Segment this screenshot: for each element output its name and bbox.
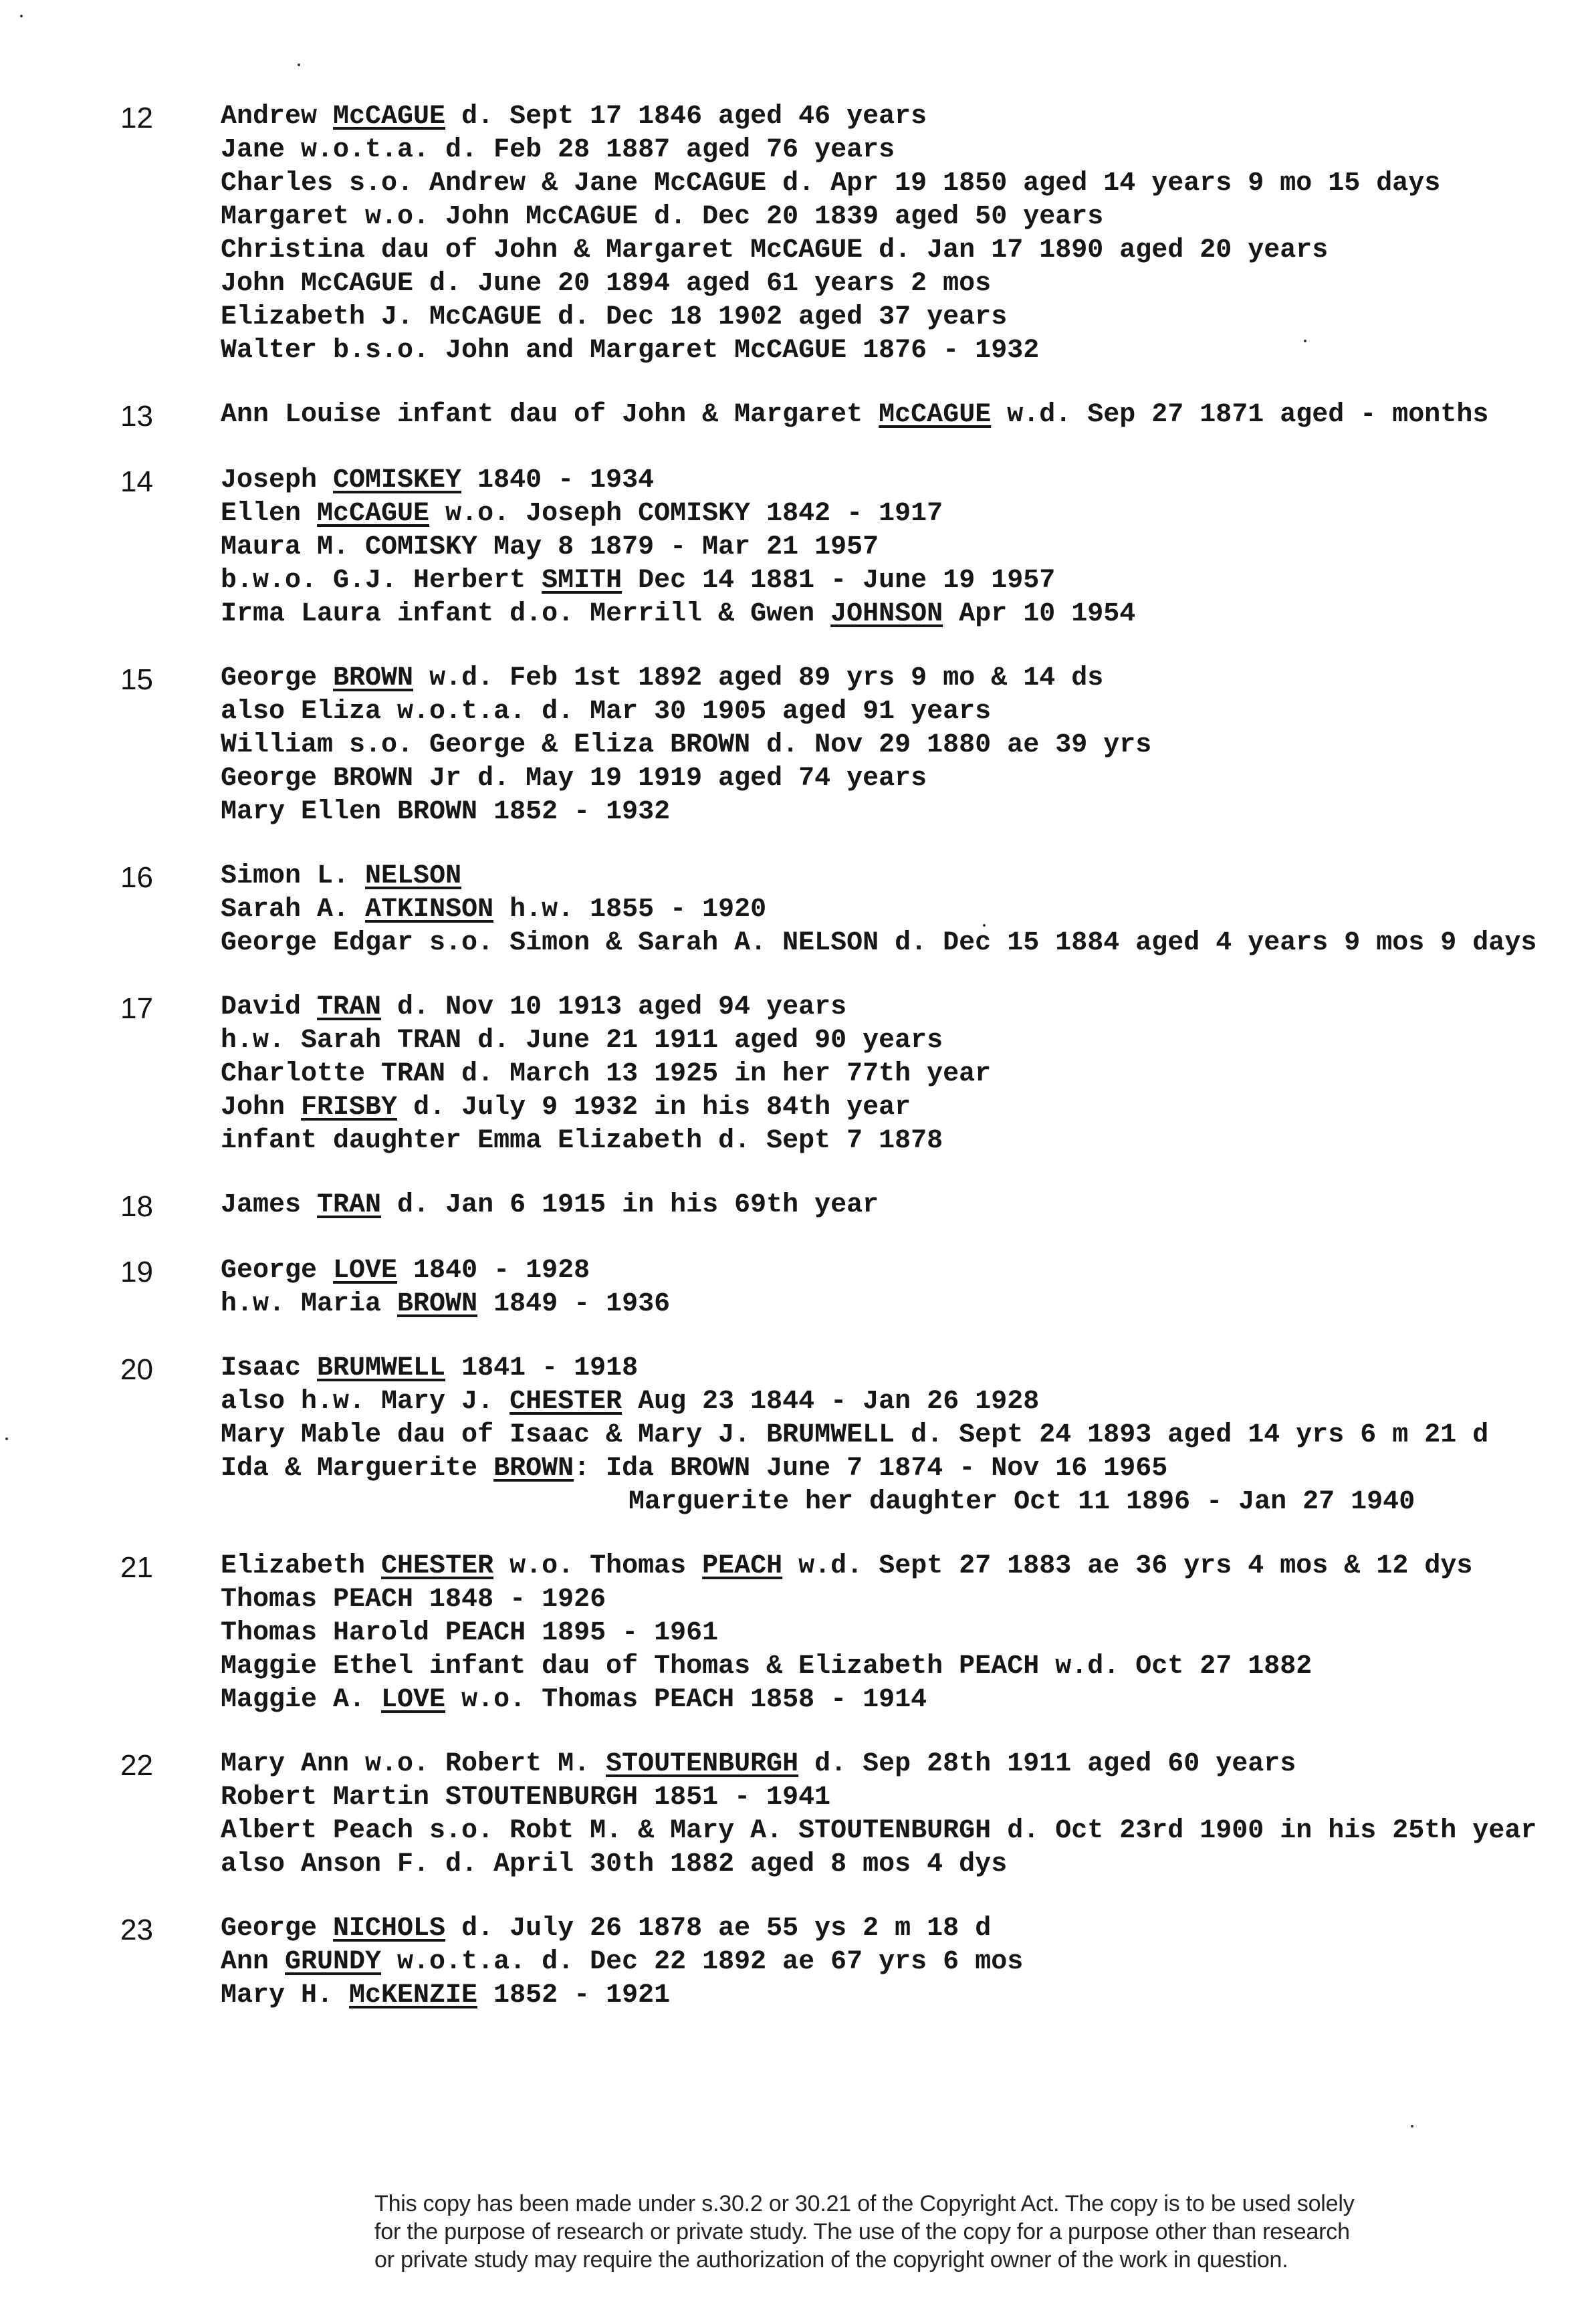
record-line	[221, 1781, 1558, 1815]
record-line	[221, 1125, 1558, 1158]
plot-number: 19	[120, 1256, 153, 1288]
surname-underlined: NELSON	[365, 861, 462, 891]
record-entry	[120, 1550, 1558, 1717]
record-line	[221, 762, 1558, 796]
record-line	[221, 1815, 1558, 1848]
record-text: Albert Peach s.o. Robt M. & Mary A. STOUTENBURGH d. Oct 23rd 1900 in his 25th year	[221, 1816, 1537, 1846]
record-line	[221, 398, 1558, 432]
copyright-notice-line: for the purpose of research or private study. The use of the copy for a purpose other than research	[374, 2219, 1350, 2245]
record-lines	[221, 464, 1558, 631]
surname-underlined: SMITH	[542, 566, 622, 596]
record-line	[221, 893, 1558, 927]
record-text: George	[221, 1914, 334, 1944]
record-text: Dec 14 1881 - June 19 1957	[622, 566, 1056, 596]
record-line	[221, 531, 1558, 564]
record-text: James	[221, 1190, 318, 1220]
record-text: : Ida BROWN June 7 1874 - Nov 16 1965	[574, 1454, 1168, 1484]
record-lines	[221, 662, 1558, 829]
record-text: also h.w. Mary J.	[221, 1387, 510, 1417]
surname-underlined: JOHNSON	[830, 599, 943, 629]
record-lines	[221, 1352, 1558, 1519]
record-text: William s.o. George & Eliza BROWN d. Nov 29 1880 ae 39 yrs	[221, 730, 1152, 760]
record-entry	[120, 991, 1558, 1158]
surname-underlined: McCAGUE	[879, 400, 992, 430]
record-text: Irma Laura infant d.o. Merrill & Gwen	[221, 599, 831, 629]
surname-underlined: McCAGUE	[317, 499, 430, 529]
record-text: Thomas Harold PEACH 1895 - 1961	[221, 1618, 719, 1648]
record-line	[221, 860, 1558, 893]
record-text: h.w. Maria	[221, 1289, 398, 1319]
plot-number: 21	[120, 1551, 153, 1584]
record-text: Ellen	[221, 499, 318, 529]
record-line	[221, 1486, 1558, 1519]
record-line	[221, 1254, 1558, 1288]
surname-underlined: TRAN	[317, 1190, 382, 1220]
record-text: Apr 10 1954	[943, 599, 1136, 629]
record-line	[221, 1617, 1558, 1650]
record-text: infant daughter Emma Elizabeth d. Sept 7 1878	[221, 1126, 943, 1156]
surname-underlined: McKENZIE	[349, 1980, 478, 2010]
record-text: d. Jan 6 1915 in his 69th year	[381, 1190, 879, 1220]
record-text: Ann Louise infant dau of John & Margaret	[221, 400, 879, 430]
surname-underlined: LOVE	[333, 1256, 398, 1286]
record-text: d. July 9 1932 in his 84th year	[397, 1092, 911, 1123]
record-entry	[120, 1912, 1558, 2012]
record-line	[221, 1189, 1558, 1222]
record-text: Joseph	[221, 465, 334, 495]
record-text: Ann	[221, 1947, 286, 1977]
record-line	[221, 1452, 1558, 1486]
scan-speck	[5, 1437, 8, 1440]
record-line	[221, 301, 1558, 334]
record-line	[221, 1550, 1558, 1583]
record-line	[221, 1058, 1558, 1091]
copyright-notice-line: or private study may require the authorization of the copyright owner of the work in question.	[374, 2247, 1288, 2273]
record-lines	[221, 1189, 1558, 1222]
copyright-notice	[374, 2190, 1591, 2274]
surname-underlined: BROWN	[397, 1289, 478, 1319]
record-entry	[120, 1254, 1558, 1321]
record-line	[221, 1650, 1558, 1684]
record-entry	[120, 1352, 1558, 1519]
record-line	[221, 134, 1558, 167]
record-entry	[120, 1748, 1558, 1881]
record-line	[221, 695, 1558, 729]
record-text: Thomas PEACH 1848 - 1926	[221, 1585, 606, 1615]
record-line	[221, 167, 1558, 201]
record-text: David	[221, 992, 318, 1022]
record-text: b.w.o. G.J. Herbert	[221, 566, 542, 596]
record-text: d. July 26 1878 ae 55 ys 2 m 18 d	[445, 1914, 992, 1944]
record-line	[221, 1024, 1558, 1058]
record-text: John McCAGUE d. June 20 1894 aged 61 years 2 mos	[221, 269, 992, 299]
record-text: h.w. Sarah TRAN d. June 21 1911 aged 90 years	[221, 1026, 943, 1056]
scan-speck	[20, 15, 23, 17]
record-text: Ida & Marguerite	[221, 1454, 494, 1484]
surname-underlined: STOUTENBURGH	[606, 1749, 799, 1779]
record-line	[221, 598, 1558, 631]
record-entry	[120, 464, 1558, 631]
record-lines	[221, 100, 1558, 368]
record-text: Christina dau of John & Margaret McCAGUE d. Jan 17 1890 aged 20 years	[221, 235, 1329, 265]
record-entry	[120, 398, 1558, 433]
plot-number: 18	[120, 1190, 153, 1223]
record-text: Jane w.o.t.a. d. Feb 28 1887 aged 76 years	[221, 135, 895, 165]
record-entry	[120, 662, 1558, 829]
record-text: Maggie Ethel infant dau of Thomas & Elizabeth PEACH w.d. Oct 27 1882	[221, 1651, 1313, 1682]
record-text: also Eliza w.o.t.a. d. Mar 30 1905 aged 91 years	[221, 697, 992, 727]
record-text: Mary Mable dau of Isaac & Mary J. BRUMWELL d. Sept 24 1893 aged 14 yrs 6 m 21 d	[221, 1420, 1489, 1450]
record-text: Robert Martin STOUTENBURGH 1851 - 1941	[221, 1782, 831, 1813]
plot-number: 14	[120, 465, 153, 498]
scan-speck	[1411, 2125, 1413, 2127]
record-text: w.d. Sep 27 1871 aged - months	[991, 400, 1489, 430]
record-text: w.d. Sept 27 1883 ae 36 yrs 4 mos & 12 dys	[782, 1551, 1473, 1581]
record-lines	[221, 991, 1558, 1158]
plot-number: 22	[120, 1749, 153, 1782]
record-text: Sarah A.	[221, 895, 366, 925]
record-line	[221, 1946, 1558, 1979]
record-line	[221, 796, 1558, 829]
record-text: w.d. Feb 1st 1892 aged 89 yrs 9 mo & 14 ds	[413, 663, 1104, 693]
record-line	[221, 100, 1558, 134]
record-text: 1840 - 1934	[461, 465, 655, 495]
record-lines	[221, 398, 1558, 432]
cemetery-record-list	[120, 100, 1558, 2043]
scan-speck	[298, 64, 300, 66]
record-lines	[221, 1912, 1558, 2012]
record-text: d. Sept 17 1846 aged 46 years	[445, 102, 927, 132]
record-text: Mary Ann w.o. Robert M.	[221, 1749, 606, 1779]
record-line	[221, 1288, 1558, 1321]
record-line	[221, 497, 1558, 531]
record-entry	[120, 860, 1558, 960]
record-entry	[120, 100, 1558, 368]
record-text: Elizabeth J. McCAGUE d. Dec 18 1902 aged 37 years	[221, 302, 1008, 332]
record-text: George	[221, 1256, 334, 1286]
record-text: 1840 - 1928	[397, 1256, 590, 1286]
surname-underlined: BRUMWELL	[317, 1353, 446, 1383]
plot-number: 15	[120, 663, 153, 696]
record-text: w.o.t.a. d. Dec 22 1892 ae 67 yrs 6 mos	[381, 1947, 1024, 1977]
surname-underlined: GRUNDY	[285, 1947, 382, 1977]
surname-underlined: PEACH	[702, 1551, 783, 1581]
surname-underlined: ATKINSON	[365, 895, 494, 925]
record-text: 1849 - 1936	[477, 1289, 671, 1319]
record-text: Walter b.s.o. John and Margaret McCAGUE 1876 - 1932	[221, 336, 1040, 366]
record-text: George Edgar s.o. Simon & Sarah A. NELSON d. Dec 15 1884 aged 4 years 9 mos 9 days	[221, 928, 1537, 958]
record-text: d. Sep 28th 1911 aged 60 years	[798, 1749, 1296, 1779]
record-text: Charlotte TRAN d. March 13 1925 in her 77th year	[221, 1059, 992, 1089]
plot-number: 17	[120, 992, 153, 1025]
surname-underlined: TRAN	[317, 992, 382, 1022]
record-line	[221, 991, 1558, 1024]
record-line	[221, 1748, 1558, 1781]
record-lines	[221, 1748, 1558, 1881]
record-line	[221, 201, 1558, 234]
record-text: Andrew	[221, 102, 334, 132]
plot-number: 16	[120, 861, 153, 894]
record-line	[221, 334, 1558, 368]
plot-number: 23	[120, 1914, 153, 1946]
record-line	[221, 662, 1558, 695]
surname-underlined: CHESTER	[509, 1387, 622, 1417]
record-lines	[221, 1550, 1558, 1717]
record-text: Maura M. COMISKY May 8 1879 - Mar 21 1957	[221, 532, 879, 562]
record-line	[221, 1979, 1558, 2012]
copyright-notice-line: This copy has been made under s.30.2 or 30.21 of the Copyright Act. The copy is to be used solely	[374, 2191, 1355, 2216]
record-text: w.o. Joseph COMISKY 1842 - 1917	[429, 499, 943, 529]
record-text: d. Nov 10 1913 aged 94 years	[381, 992, 847, 1022]
record-line	[221, 464, 1558, 497]
record-line	[221, 1385, 1558, 1419]
plot-number: 13	[120, 400, 153, 433]
record-text: Mary H.	[221, 1980, 350, 2010]
record-text: Aug 23 1844 - Jan 26 1928	[622, 1387, 1040, 1417]
record-text: 1852 - 1921	[477, 1980, 671, 2010]
surname-underlined: FRISBY	[301, 1092, 398, 1123]
record-text: Margaret w.o. John McCAGUE d. Dec 20 1839 aged 50 years	[221, 202, 1104, 232]
record-line	[221, 1419, 1558, 1452]
surname-underlined: McCAGUE	[333, 102, 446, 132]
plot-number: 12	[120, 102, 153, 134]
record-text: Elizabeth	[221, 1551, 382, 1581]
record-text: Mary Ellen BROWN 1852 - 1932	[221, 797, 671, 827]
record-lines	[221, 860, 1558, 960]
plot-number: 20	[120, 1353, 153, 1386]
surname-underlined: LOVE	[381, 1685, 446, 1715]
record-text: Maggie A.	[221, 1685, 382, 1715]
record-text: Charles s.o. Andrew & Jane McCAGUE d. Apr 19 1850 aged 14 years 9 mo 15 days	[221, 168, 1441, 199]
record-text: George	[221, 663, 334, 693]
surname-underlined: NICHOLS	[333, 1914, 446, 1944]
record-line	[221, 729, 1558, 762]
record-text: Isaac	[221, 1353, 318, 1383]
record-line	[221, 1583, 1558, 1617]
surname-underlined: CHESTER	[381, 1551, 494, 1581]
record-text: h.w. 1855 - 1920	[493, 895, 767, 925]
record-line	[221, 927, 1558, 960]
record-line	[221, 267, 1558, 301]
record-text: Marguerite her daughter Oct 11 1896 - Jan 27 1940	[629, 1487, 1415, 1517]
record-line	[221, 234, 1558, 267]
record-lines	[221, 1254, 1558, 1321]
record-text: 1841 - 1918	[445, 1353, 639, 1383]
surname-underlined: BROWN	[493, 1454, 574, 1484]
record-text: Simon L.	[221, 861, 366, 891]
record-text: also Anson F. d. April 30th 1882 aged 8 mos 4 dys	[221, 1849, 1008, 1879]
surname-underlined: COMISKEY	[333, 465, 462, 495]
surname-underlined: BROWN	[333, 663, 414, 693]
record-line	[221, 1352, 1558, 1385]
record-line	[221, 564, 1558, 598]
record-line	[221, 1684, 1558, 1717]
record-text: John	[221, 1092, 302, 1123]
record-text: George BROWN Jr d. May 19 1919 aged 74 years	[221, 764, 927, 794]
record-line	[221, 1912, 1558, 1946]
record-line	[221, 1848, 1558, 1881]
record-text: w.o. Thomas PEACH 1858 - 1914	[445, 1685, 927, 1715]
record-line	[221, 1091, 1558, 1125]
record-text: w.o. Thomas	[493, 1551, 703, 1581]
record-entry	[120, 1189, 1558, 1224]
